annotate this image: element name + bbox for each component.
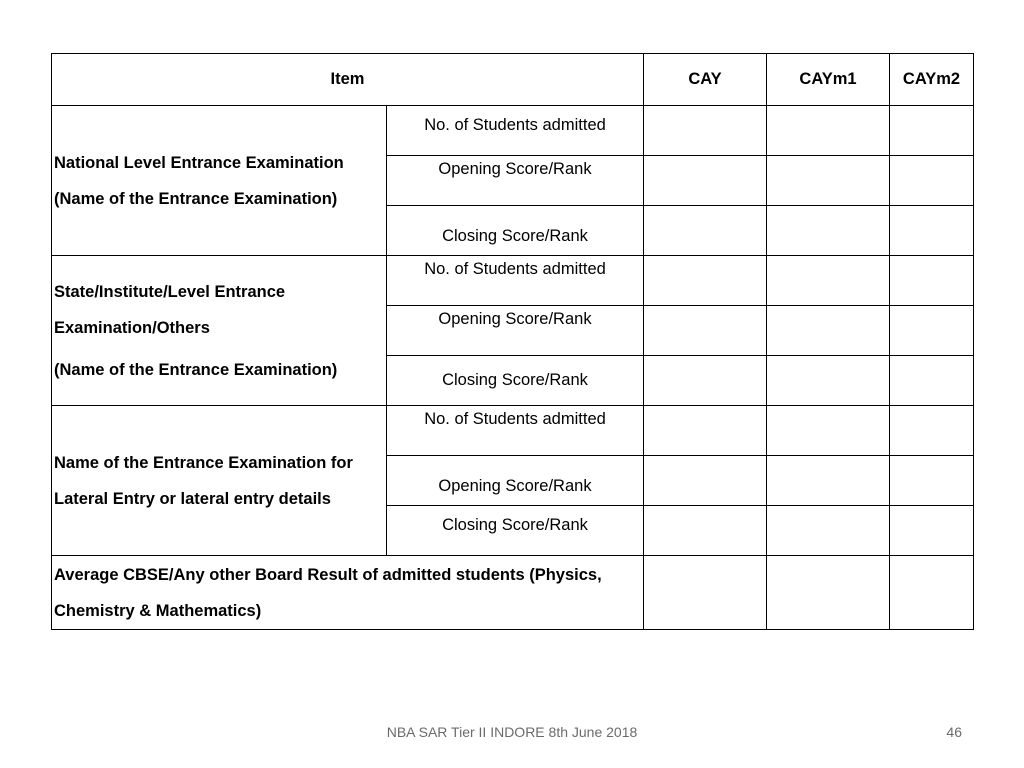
row-label: Closing Score/Rank — [387, 206, 644, 256]
page-number: 46 — [946, 724, 962, 740]
caym2-cell — [890, 256, 974, 306]
row-label: No. of Students admitted — [387, 406, 644, 456]
header-caym2: CAYm2 — [890, 54, 974, 106]
caym1-cell — [767, 406, 890, 456]
cay-cell — [644, 156, 767, 206]
caym2-cell — [890, 556, 974, 630]
header-cay: CAY — [644, 54, 767, 106]
cay-cell — [644, 106, 767, 156]
lateral-entry-label — [52, 406, 387, 556]
caym1-cell — [767, 506, 890, 556]
caym2-cell — [890, 406, 974, 456]
caym1-cell — [767, 556, 890, 630]
avg-label-line: Average CBSE/Any other Board Result of admitted students (Physics, — [54, 565, 602, 584]
cay-cell — [644, 256, 767, 306]
caym1-cell — [767, 206, 890, 256]
row-label: Closing Score/Rank — [387, 356, 644, 406]
caym2-cell — [890, 456, 974, 506]
cay-cell — [644, 206, 767, 256]
row-label: Opening Score/Rank — [387, 156, 644, 206]
group-label-line: National Level Entrance Examination — [54, 153, 344, 172]
caym1-cell — [767, 356, 890, 406]
caym2-cell — [890, 106, 974, 156]
cay-cell — [644, 556, 767, 630]
row-label: Closing Score/Rank — [387, 506, 644, 556]
national-exam-label — [52, 106, 387, 256]
group-label-line: Name of the Entrance Examination for — [54, 453, 353, 472]
header-item: Item — [52, 54, 644, 106]
caym1-cell — [767, 456, 890, 506]
average-row — [52, 556, 974, 630]
caym2-cell — [890, 356, 974, 406]
group-label-line: (Name of the Entrance Examination) — [54, 189, 338, 208]
table-row — [52, 106, 974, 156]
caym2-cell — [890, 506, 974, 556]
caym1-cell — [767, 256, 890, 306]
group-label-line: Lateral Entry or lateral entry details — [54, 489, 331, 508]
footer-text: NBA SAR Tier II INDORE 8th June 2018 — [386, 724, 638, 740]
row-label: No. of Students admitted — [387, 256, 644, 306]
group-label-line: Examination/Others — [54, 318, 210, 337]
cay-cell — [644, 406, 767, 456]
group-label-line: (Name of the Entrance Examination) — [54, 360, 338, 379]
table-row — [52, 256, 974, 306]
cay-cell — [644, 356, 767, 406]
caym2-cell — [890, 206, 974, 256]
row-label: No. of Students admitted — [387, 106, 644, 156]
average-result-label — [52, 556, 644, 630]
caym1-cell — [767, 306, 890, 356]
row-label: Opening Score/Rank — [387, 456, 644, 506]
cay-cell — [644, 306, 767, 356]
table-row — [52, 406, 974, 456]
group-label-line: State/Institute/Level Entrance — [54, 282, 286, 301]
cay-cell — [644, 456, 767, 506]
admissions-table — [51, 53, 974, 630]
state-exam-label — [52, 256, 387, 406]
caym2-cell — [890, 156, 974, 206]
avg-label-line: Chemistry & Mathematics) — [54, 601, 262, 620]
caym2-cell — [890, 306, 974, 356]
caym1-cell — [767, 156, 890, 206]
caym1-cell — [767, 106, 890, 156]
header-caym1: CAYm1 — [767, 54, 890, 106]
cay-cell — [644, 506, 767, 556]
header-row — [52, 54, 974, 106]
row-label: Opening Score/Rank — [387, 306, 644, 356]
